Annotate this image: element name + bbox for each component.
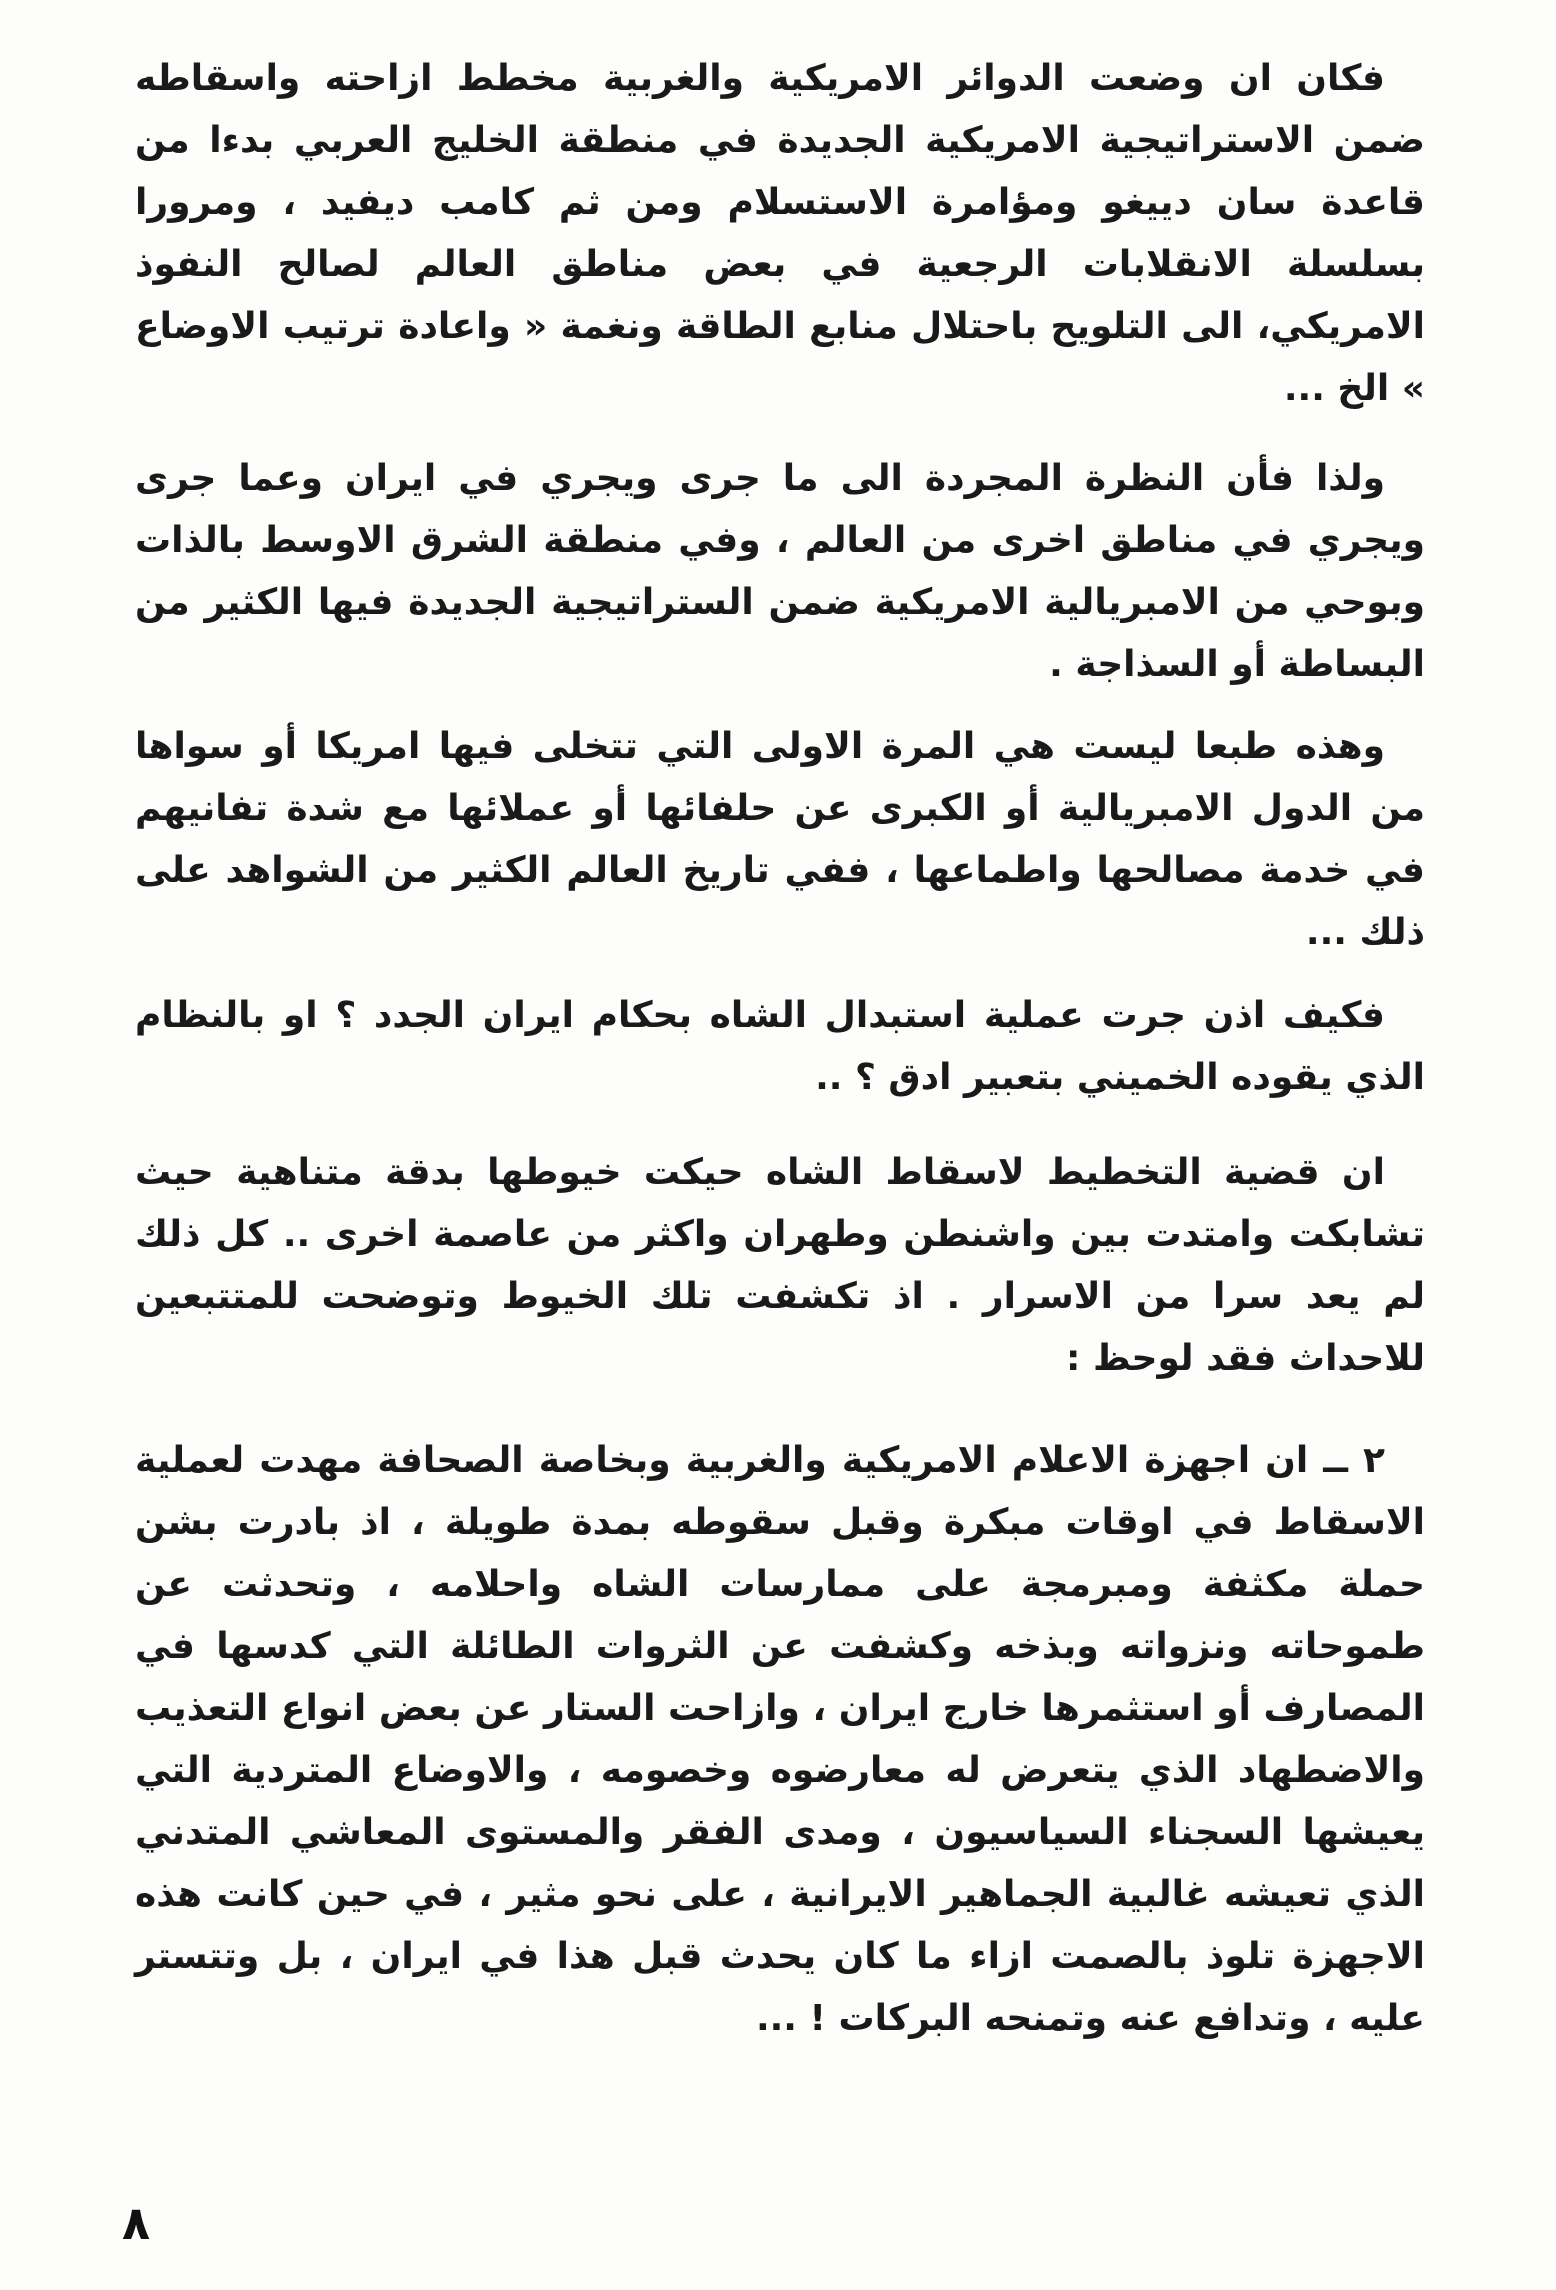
paragraph-5 <box>135 1142 1425 1390</box>
paragraph-2 <box>135 448 1425 696</box>
page-number: ٨ <box>122 2196 151 2250</box>
paragraph-3-text: وهذه طبعا ليست هي المرة الاولى التي تتخلى فيها امريكا أو سواها من الدول الامبريالية أو الكبرى عن حلفائها أو عملائها مع شدة تفانيهم في خدمة مصالحها واطماعها ، ففي تاريخ العالم الكثير من الشواهد على ذلك ... <box>135 726 1425 953</box>
paragraph-5-text: ان قضية التخطيط لاسقاط الشاه حيكت خيوطها بدقة متناهية حيث تشابكت وامتدت بين واشنطن وطهران واكثر من عاصمة اخرى .. كل ذلك لم يعد سرا من الاسرار . اذ تكشفت تلك الخيوط وتوضحت للمتتبعين للاحداث فقد لوحظ : <box>135 1152 1425 1379</box>
paragraph-6-text: ٢ ــ ان اجهزة الاعلام الامريكية والغربية وبخاصة الصحافة مهدت لعملية الاسقاط في اوقات مبكرة وقبل سقوطه بمدة طويلة ، اذ بادرت بشن حملة مكثفة ومبرمجة على ممارسات الشاه واحلامه ، وتحدثت عن طموحاته ونزواته وبذخه وكشفت عن الثروات الطائلة التي كدسها في المصارف أو استثمرها خارج ايران ، وازاحت الستار عن بعض انواع التعذيب والاضطهاد الذي يتعرض له معارضوه وخصومه ، والاوضاع المتردية التي يعيشها السجناء السياسيون ، ومدى الفقر والمستوى المعاشي المتدني الذي تعيشه غالبية الجماهير الايرانية ، على نحو مثير ، في حين كانت هذه الاجهزة تلوذ بالصمت ازاء ما كان يحدث قبل هذا في ايران ، بل وتتستر عليه ، وتدافع عنه وتمنحه البركات ! ... <box>135 1440 1425 2039</box>
paragraph-2-text: ولذا فأن النظرة المجردة الى ما جرى ويجري في ايران وعما جرى ويجري في مناطق اخرى من العالم ، وفي منطقة الشرق الاوسط بالذات وبوحي من الامبريالية الامريكية ضمن الستراتيجية الجديدة فيها الكثير من البساطة أو السذاجة . <box>135 458 1425 685</box>
paragraph-1 <box>135 48 1425 420</box>
paragraph-4 <box>135 985 1425 1109</box>
paragraph-3 <box>135 716 1425 964</box>
paragraph-4-text: فكيف اذن جرت عملية استبدال الشاه بحكام ايران الجدد ؟ او بالنظام الذي يقوده الخميني بتعبير ادق ؟ .. <box>135 995 1425 1098</box>
paragraph-1-text: فكان ان وضعت الدوائر الامريكية والغربية مخطط ازاحته واسقاطه ضمن الاستراتيجية الامريكية الجديدة في منطقة الخليج العربي بدءا من قاعدة سان دييغو ومؤامرة الاستسلام ومن ثم كامب ديفيد ، ومرورا بسلسلة الانقلابات الرجعية في بعض مناطق العالم لصالح النفوذ الامريكي، الى التلويح باحتلال منابع الطاقة ونغمة « واعادة ترتيب الاوضاع » الخ ... <box>135 58 1425 409</box>
paragraph-6 <box>135 1430 1425 2050</box>
